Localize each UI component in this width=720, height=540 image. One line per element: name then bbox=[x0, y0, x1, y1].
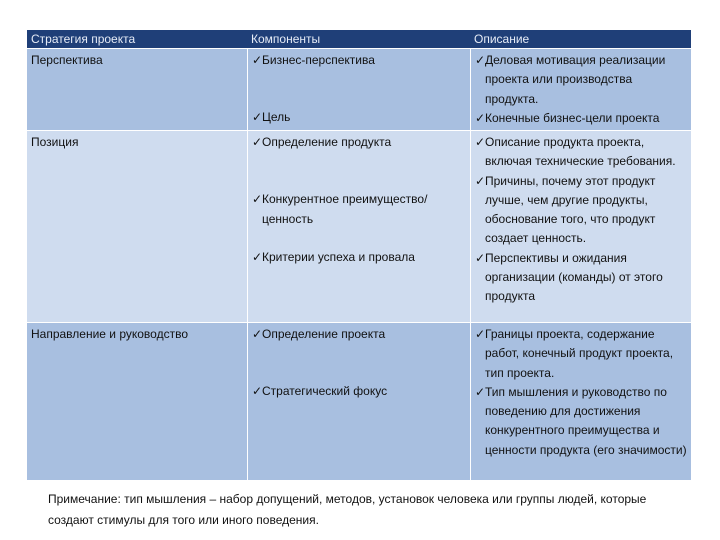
description-item: ✓ Границы проекта, содержание работ, конечный продукт проекта, тип проекта. bbox=[475, 327, 674, 380]
description-item: ✓ Перспективы и ожидания организации (команды) от этого продукта bbox=[475, 250, 663, 304]
description-cell bbox=[470, 323, 691, 480]
checkmark-icon: ✓ bbox=[252, 249, 263, 264]
component-item: ✓ Стратегический фокус bbox=[252, 382, 466, 401]
table-header-row bbox=[27, 30, 691, 48]
description-cell bbox=[470, 49, 691, 130]
checkmark-icon: ✓ bbox=[475, 250, 486, 265]
strategy-cell: Направление и руководство bbox=[31, 327, 188, 341]
checkmark-icon: ✓ bbox=[475, 135, 486, 149]
checkmark-icon: ✓ bbox=[475, 110, 486, 125]
checkmark-icon: ✓ bbox=[475, 53, 486, 67]
checkmark-icon: ✓ bbox=[252, 110, 263, 125]
checkmark-icon: ✓ bbox=[252, 135, 263, 149]
description-item: ✓ Конечные бизнес-цели проекта bbox=[475, 109, 687, 128]
description-item: ✓ Деловая мотивация реализации проекта или производства продукта. bbox=[475, 53, 666, 106]
checkmark-icon: ✓ bbox=[475, 173, 486, 188]
table-row bbox=[27, 48, 691, 130]
table-row bbox=[27, 130, 691, 322]
header-strategy: Стратегия проекта bbox=[31, 32, 136, 46]
footnote: Примечание: тип мышления – набор допущений, методов, установок человека или группы людей, которые создают стимулы для того или иного поведения. bbox=[48, 492, 647, 527]
components-cell bbox=[247, 49, 470, 130]
header-description: Описание bbox=[474, 32, 530, 46]
component-item: ✓ Критерии успеха и провала bbox=[252, 248, 466, 267]
description-item: ✓ Описание продукта проекта, включая технические требования. bbox=[475, 135, 676, 169]
checkmark-icon: ✓ bbox=[475, 327, 486, 341]
components-cell bbox=[247, 323, 470, 480]
description-item: ✓ Тип мышления и руководство по поведению для достижения конкурентного преимущества и ценности продукта (его значимости) bbox=[475, 384, 687, 457]
component-item: ✓ Определение продукта bbox=[252, 133, 466, 152]
checkmark-icon: ✓ bbox=[475, 384, 486, 399]
components-cell bbox=[247, 131, 470, 322]
component-item: ✓ Цель bbox=[252, 108, 466, 127]
strategy-table bbox=[27, 30, 691, 480]
strategy-cell: Перспектива bbox=[31, 53, 103, 67]
component-item: ✓ Определение проекта bbox=[252, 325, 466, 344]
description-cell bbox=[470, 131, 691, 322]
checkmark-icon: ✓ bbox=[252, 53, 263, 67]
checkmark-icon: ✓ bbox=[252, 192, 263, 207]
component-item: ✓ Бизнес-перспектива bbox=[252, 51, 466, 70]
component-item: ✓ Конкурентное преимущество/ценность bbox=[252, 192, 428, 226]
table-row bbox=[27, 322, 691, 480]
header-components: Компоненты bbox=[251, 32, 321, 46]
strategy-cell: Позиция bbox=[31, 135, 79, 149]
description-item: ✓ Причины, почему этот продукт лучше, чем другие продукты, обоснование того, что продукт создает ценность. bbox=[475, 173, 656, 246]
checkmark-icon: ✓ bbox=[252, 327, 263, 341]
checkmark-icon: ✓ bbox=[252, 384, 263, 399]
